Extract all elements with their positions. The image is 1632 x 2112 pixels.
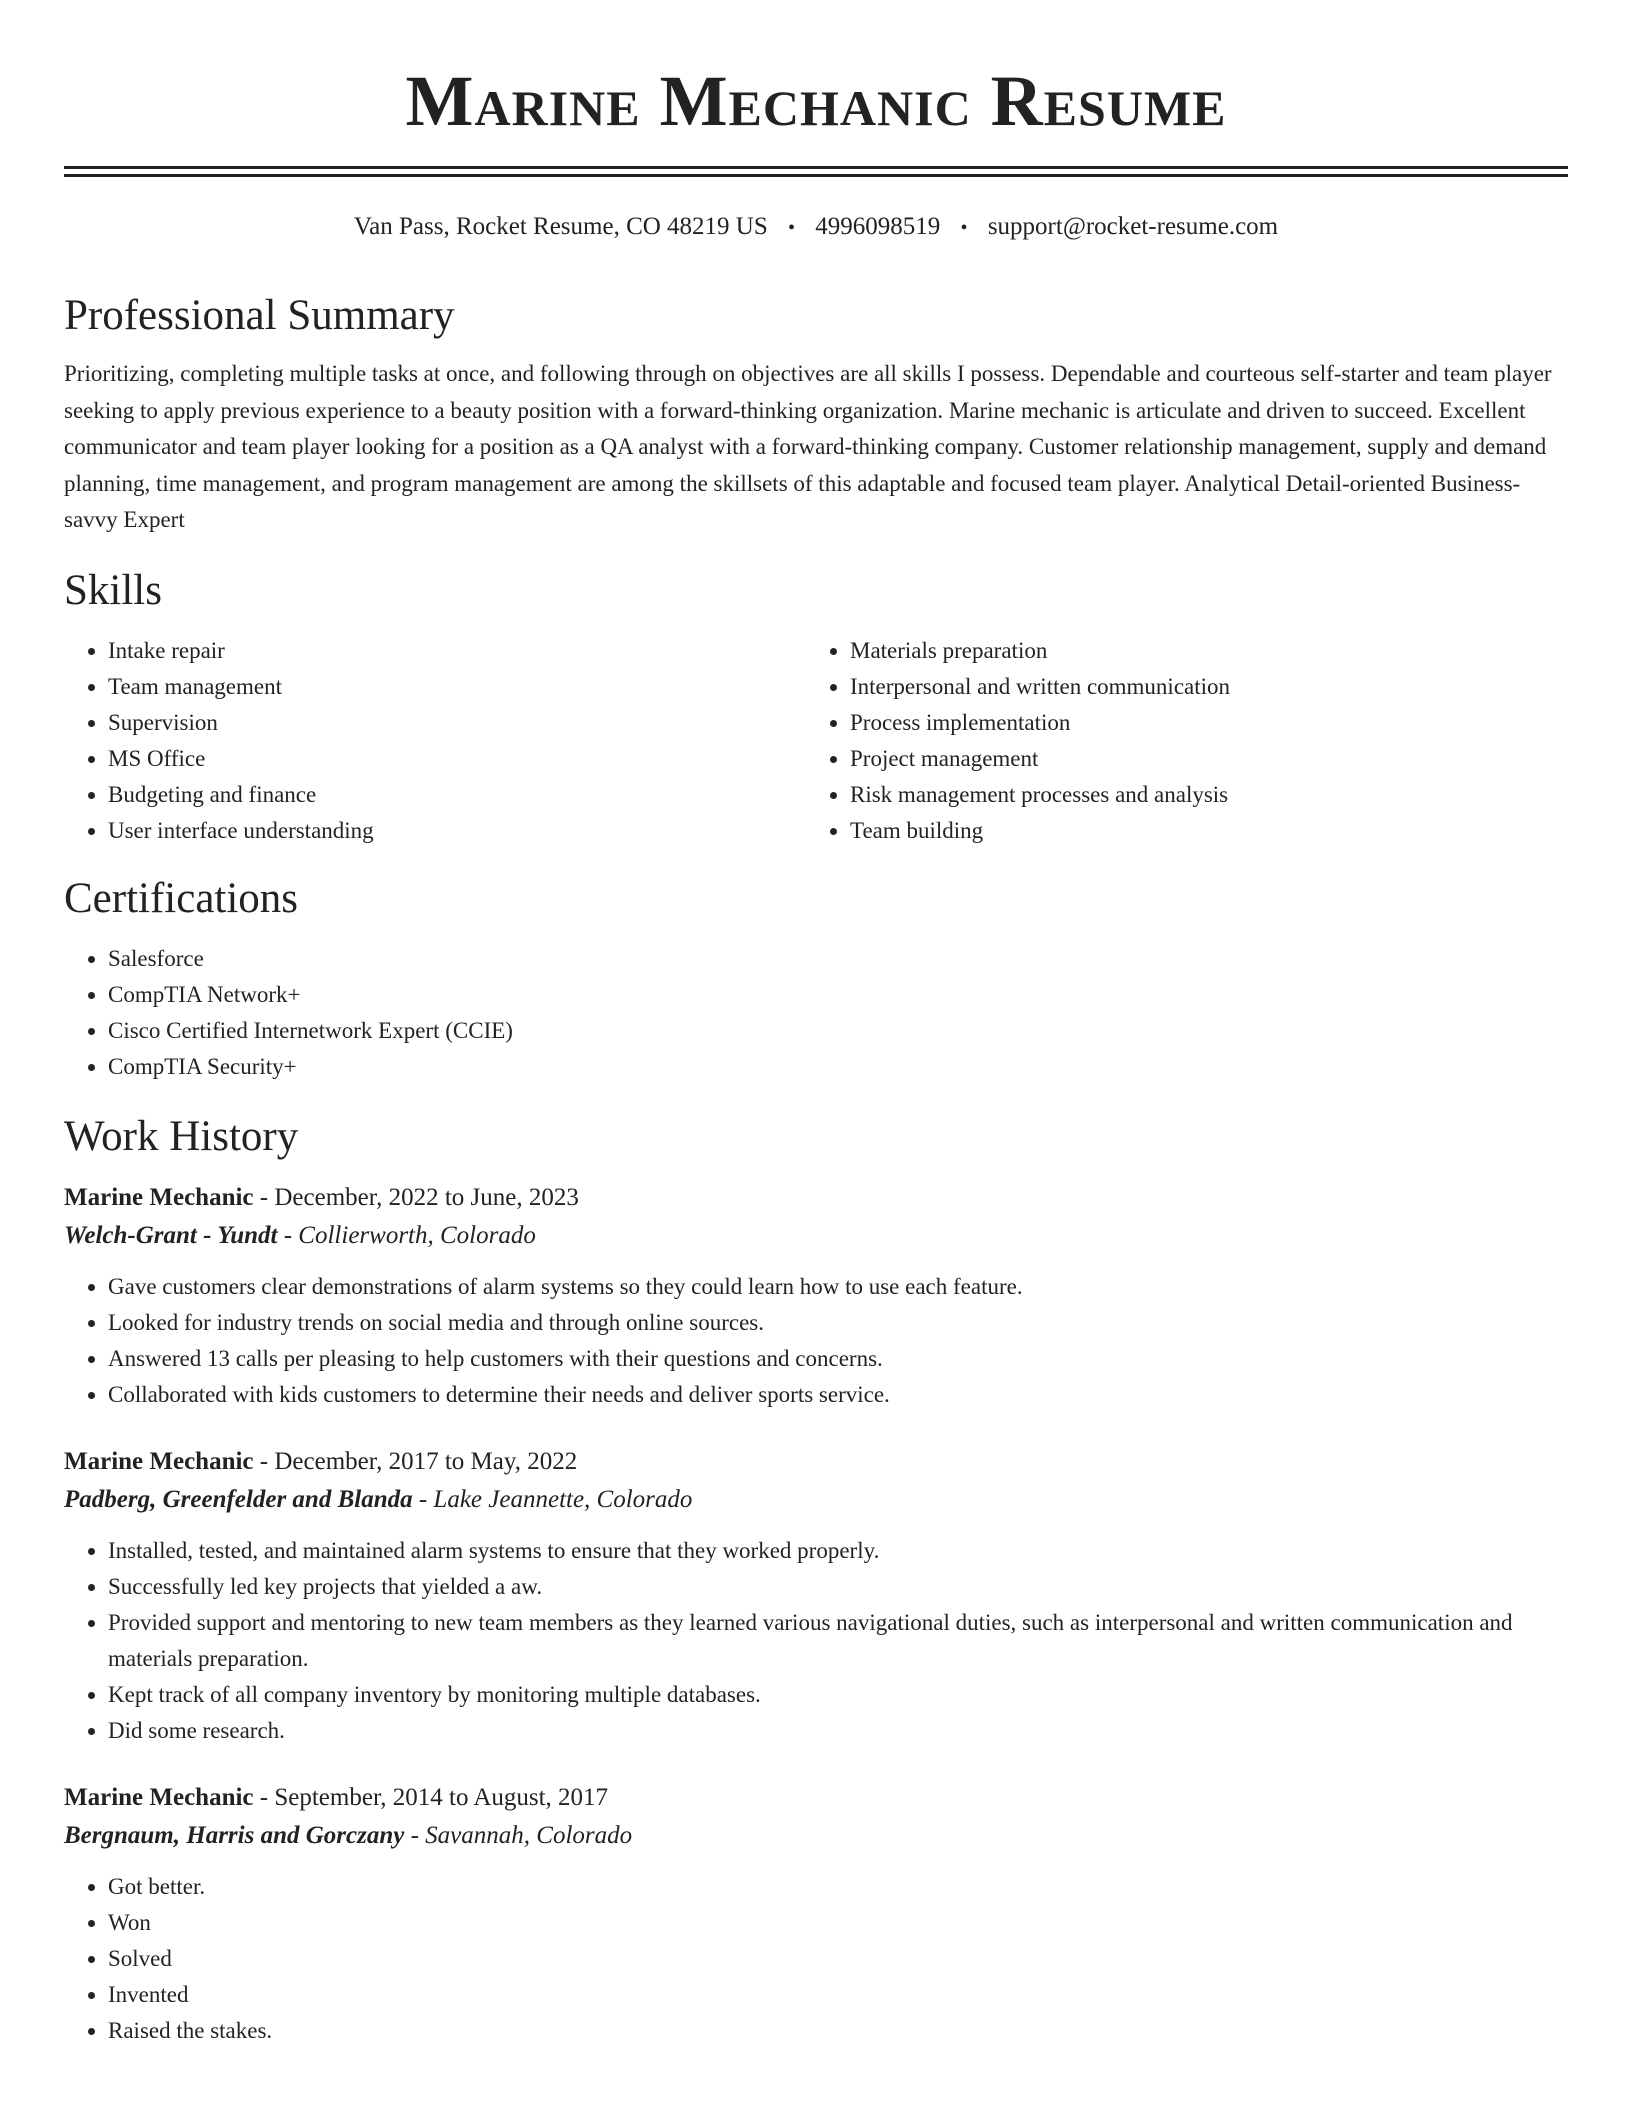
job-duty: • Gave customers clear demonstrations of alarm systems so they could learn how to use each feature.	[108, 1269, 1568, 1305]
job-title: Marine Mechanic	[64, 1783, 254, 1811]
job-duty: • Got better.	[108, 1869, 1568, 1905]
contact-line	[64, 211, 1568, 244]
skill-item: • Team building	[850, 813, 1548, 849]
job-duties-list	[64, 1269, 1568, 1413]
job-dates: - September, 2014 to August, 2017	[253, 1783, 609, 1811]
job-dates: - December, 2017 to May, 2022	[253, 1447, 578, 1475]
job-duty: • Successfully led key projects that yielded a aw.	[108, 1569, 1568, 1605]
job-entry	[64, 1779, 1568, 2049]
work-history-heading: Work History	[64, 1112, 299, 1160]
job-duty: • Provided support and mentoring to new team members as they learned various navigational duties, such as interpersonal and written communication and materials preparation.	[108, 1605, 1568, 1677]
skill-item: • User interface understanding	[108, 813, 806, 849]
job-title: Marine Mechanic	[64, 1183, 254, 1211]
job-company: Bergnaum, Harris and Gorczany	[64, 1821, 405, 1849]
job-location: - Savannah, Colorado	[404, 1821, 633, 1849]
job-dates: - December, 2022 to June, 2023	[253, 1183, 579, 1211]
job-title-line	[64, 1779, 1568, 1817]
contact-separator: •	[788, 217, 796, 239]
job-duty: • Solved	[108, 1941, 1568, 1977]
job-duty: • Answered 13 calls per pleasing to help customers with their questions and concerns.	[108, 1341, 1568, 1377]
skill-item: • Project management	[850, 741, 1548, 777]
skills-heading: Skills	[64, 566, 162, 614]
job-duty: • Kept track of all company inventory by monitoring multiple databases.	[108, 1677, 1568, 1713]
resume-title: Marine Mechanic Resume	[405, 61, 1227, 141]
skill-item: • Risk management processes and analysis	[850, 777, 1548, 813]
job-duty: • Invented	[108, 1977, 1568, 2013]
title-double-rule	[64, 166, 1568, 177]
job-duty: • Did some research.	[108, 1713, 1568, 1749]
job-duties-list	[64, 1533, 1568, 1749]
job-company: Welch-Grant - Yundt	[64, 1221, 278, 1249]
certification-item: • Cisco Certified Internetwork Expert (CCIE)	[108, 1013, 1568, 1049]
contact-separator: •	[960, 217, 968, 239]
contact-phone: 4996098519	[815, 213, 941, 240]
skills-list-left	[64, 633, 806, 849]
job-company-line	[64, 1217, 1568, 1255]
skill-item: • Supervision	[108, 705, 806, 741]
skills-column-left	[64, 633, 806, 849]
job-entry	[64, 1443, 1568, 1749]
skill-item: • Budgeting and finance	[108, 777, 806, 813]
skill-item: • Process implementation	[850, 705, 1548, 741]
job-title: Marine Mechanic	[64, 1447, 254, 1475]
skill-item: • Materials preparation	[850, 633, 1548, 669]
job-company: Padberg, Greenfelder and Blanda	[64, 1485, 413, 1513]
job-company-line	[64, 1817, 1568, 1855]
skill-item: • Intake repair	[108, 633, 806, 669]
skills-columns	[64, 633, 1568, 849]
job-duty: • Raised the stakes.	[108, 2013, 1568, 2049]
contact-address: Van Pass, Rocket Resume, CO 48219 US	[353, 213, 768, 240]
certification-item: • CompTIA Security+	[108, 1049, 1568, 1085]
certification-item: • Salesforce	[108, 941, 1568, 977]
certification-item: • CompTIA Network+	[108, 977, 1568, 1013]
summary-heading: Professional Summary	[64, 292, 455, 339]
summary-text: Prioritizing, completing multiple tasks at once, and following through on objectives are all skills I possess. Dependable and courteous self-starter and team player seeking to apply previous experience to a beauty position with a forward-thinking organization. Marine mechanic is articulate and driven to succeed. Excellent communicator and team player looking for a position as a QA analyst with a forward-thinking company. Customer relationship management, supply and demand planning, time management, and program management are among the skillsets of this adaptable and focused team player. Analytical Detail-oriented Business-savvy Expert	[64, 361, 1552, 532]
job-location: - Lake Jeannette, Colorado	[412, 1485, 693, 1513]
skill-item: • Interpersonal and written communication	[850, 669, 1548, 705]
job-location: - Collierworth, Colorado	[277, 1221, 536, 1249]
job-entry	[64, 1179, 1568, 1413]
job-duty: • Looked for industry trends on social media and through online sources.	[108, 1305, 1568, 1341]
certifications-heading: Certifications	[64, 874, 299, 922]
skill-item: • MS Office	[108, 741, 806, 777]
job-duty: • Installed, tested, and maintained alarm systems to ensure that they worked properly.	[108, 1533, 1568, 1569]
job-company-line	[64, 1481, 1568, 1519]
skill-item: • Team management	[108, 669, 806, 705]
certifications-list	[64, 941, 1568, 1085]
job-title-line	[64, 1179, 1568, 1217]
contact-email: support@rocket-resume.com	[987, 213, 1279, 240]
job-duties-list	[64, 1869, 1568, 2049]
job-duty: • Won	[108, 1905, 1568, 1941]
skills-list-right	[806, 633, 1548, 849]
job-title-line	[64, 1443, 1568, 1481]
skills-column-right	[806, 633, 1548, 849]
job-duty: • Collaborated with kids customers to determine their needs and deliver sports service.	[108, 1377, 1568, 1413]
